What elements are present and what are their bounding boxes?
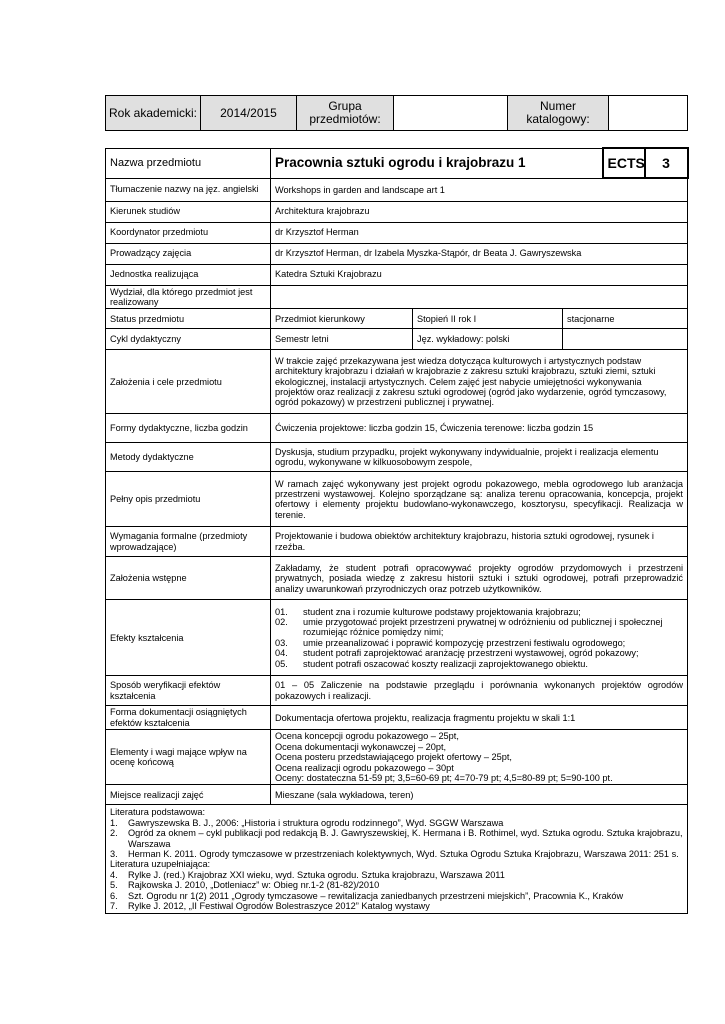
dokumentacja-value: Dokumentacja ofertowa projektu, realizacja fragmentu projektu w skali 1:1 bbox=[271, 706, 688, 730]
efekty-label: Efekty kształcenia bbox=[106, 600, 271, 676]
rok-value: 2014/2015 bbox=[201, 96, 297, 131]
literatura-item: 5. Rajkowska J. 2010, „Dotleniacz” w: Obieg nr.1-2 (81-82)/2010 bbox=[110, 880, 380, 891]
literatura-item: 2. Ogród za oknem – cykl publikacji pod redakcją B. J. Gawryszewskiej, K. Hermana i B. Rothimel, wyd. Sztuka ogrodu. Sztuka krajobrazu, Warszawa bbox=[110, 828, 683, 849]
jednostka-label: Jednostka realizująca bbox=[106, 264, 271, 285]
jednostka-value: Katedra Sztuki Krajobrazu bbox=[271, 264, 688, 285]
literatura-podst-label: Literatura podstawowa: bbox=[110, 807, 205, 818]
elementy-item: Ocena dokumentacji wykonawczej – 20pt, bbox=[275, 741, 447, 752]
prowadzacy-value: dr Krzysztof Herman, dr Izabela Myszka-Stąpór, dr Beata J. Gawryszewska bbox=[271, 243, 688, 264]
opis-value: W ramach zajęć wykonywany jest projekt ogrodu pokazowego, mebla ogrodowego lub aranżacja przestrzeni wystawowej. Kolejno sporządzane są: analiza terenu opracowania, koncepcja, projekt ofertowy i elementy projektu budowlano-wykonawczego, kosztorysu, specyfikacji. Realizacja w terenie. bbox=[271, 472, 688, 527]
zalozenia-cele-value: W trakcie zajęć przekazywana jest wiedza dotycząca kulturowych i artystycznych podstaw architektury krajobrazu i działań w krajobrazie z zakresu sztuki krajobrazu, sztuki ziemi, sztuki ekologicznej, instalacji artystycznych. Celem zajęć jest nabycie umiejętności wykonywania projektów oraz realizacji z zakresu sztuki ogrodowej (ogród jako wydarzenie, ogród tymczasowy, ogród pokazowy) w przestrzeni publicznej i prywatnej. bbox=[271, 350, 688, 414]
grupa-value bbox=[394, 96, 508, 131]
efekty-item: 05. student potrafi oszacować koszty realizacji zaprojektowanego obiektu. bbox=[275, 658, 588, 669]
translation-value: Workshops in garden and landscape art 1 bbox=[271, 178, 688, 201]
formy-label: Formy dydaktyczne, liczba godzin bbox=[106, 414, 271, 443]
elementy-item: Ocena posteru przedstawiającego projekt ofertowy – 25pt, bbox=[275, 752, 512, 763]
metody-label: Metody dydaktyczne bbox=[106, 443, 271, 472]
metody-value: Dyskusja, studium przypadku, projekt wykonywany indywidualnie, projekt i realizacja elementu ogrodu, wykonywane w kilkuosobowym zespole, bbox=[271, 443, 688, 472]
wydzial-value bbox=[271, 285, 688, 309]
literatura-uzup-label: Literatura uzupełniająca: bbox=[110, 859, 211, 870]
course-table bbox=[105, 147, 689, 914]
status-value: Przedmiot kierunkowy bbox=[271, 309, 413, 329]
literatura-item: 3. Herman K. 2011. Ogrody tymczasowe w przestrzeniach kolektywnych, Wyd. Sztuka Ogrodu Sztuka Krajobrazu, Warszawa 2011: 251 s. bbox=[110, 848, 679, 859]
wydzial-label: Wydział, dla którego przedmiot jest realizowany bbox=[106, 285, 271, 309]
cykl-label: Cykl dydaktyczny bbox=[106, 329, 271, 350]
elementy-item: Oceny: dostateczna 51-59 pt; 3,5=60-69 pt; 4=70-79 pt; 4,5=80-89 pt; 5=90-100 pt. bbox=[275, 772, 613, 783]
numer-label: Numer katalogowy: bbox=[508, 96, 609, 131]
name-label: Nazwa przedmiotu bbox=[106, 148, 271, 178]
cykl-value: Semestr letni bbox=[271, 329, 413, 350]
jezyk-value: Jęz. wykładowy: polski bbox=[413, 329, 563, 350]
tryb-value: stacjonarne bbox=[563, 309, 688, 329]
zalozenia-wst-label: Założenia wstępne bbox=[106, 557, 271, 600]
efekty-item: 01. student zna i rozumie kulturowe podstawy projektowania krajobrazu; bbox=[275, 606, 581, 617]
kierunek-label: Kierunek studiów bbox=[106, 201, 271, 222]
weryfikacja-label: Sposób weryfikacji efektów kształcenia bbox=[106, 676, 271, 706]
koordynator-label: Koordynator przedmiotu bbox=[106, 222, 271, 243]
weryfikacja-value: 01 – 05 Zaliczenie na podstawie przeglądu i porównania wykonanych projektów ogrodów pokazowych i realizacji. bbox=[271, 676, 688, 706]
efekty-item: 04. student potrafi zaprojektować aranżację przestrzeni wystawowej, ogród pokazowy; bbox=[275, 648, 639, 659]
literatura bbox=[106, 805, 688, 914]
kierunek-value: Architektura krajobrazu bbox=[271, 201, 688, 222]
literatura-item: 1. Gawryszewska B. J., 2006: „Historia i struktura ogrodu rodzinnego”, Wyd. SGGW Warszawa bbox=[110, 817, 504, 828]
numer-value bbox=[609, 96, 688, 131]
zalozenia-wst-value: Zakładamy, że student potrafi opracowywać projekty ogrodów przydomowych i przestrzeni prywatnych, posiada wiedzę z zakresu historii sztuki i sztuki ogrodowej, potrafi przeprowadzić analizy uwarunkowań przyrodniczych oraz potrzeb użytkowników. bbox=[271, 557, 688, 600]
ects-label: ECTS bbox=[603, 148, 645, 178]
koordynator-value: dr Krzysztof Herman bbox=[271, 222, 688, 243]
efekty-item: 03. umie przeanalizować i poprawić kompozycję przestrzeni festiwalu ogrodowego; bbox=[275, 637, 626, 648]
stopien-value: Stopień II rok I bbox=[413, 309, 563, 329]
miejsce-label: Miejsce realizacji zajęć bbox=[106, 785, 271, 805]
empty-cell bbox=[563, 329, 688, 350]
efekty-item: 02. umie przygotować projekt przestrzeni prywatnej w odróżnieniu od publicznej i społecznej rozumiejąc różnice pomiędzy nimi; bbox=[275, 617, 663, 638]
miejsce-value: Mieszane (sala wykładowa, teren) bbox=[271, 785, 688, 805]
literatura-item: 4. Rylke J. (red.) Krajobraz XXI wieku, wyd. Sztuka ogrodu. Sztuka krajobrazu, Warszawa 2011 bbox=[110, 869, 505, 880]
literatura-item: 6. Szt. Ogrodu nr 1(2) 2011 „Ogrody tymczasowe – rewitalizacja zaniedbanych przestrzeni miejskich”, Pracownia K., Kraków bbox=[110, 890, 624, 901]
dokumentacja-label: Forma dokumentacji osiągniętych efektów kształcenia bbox=[106, 706, 271, 730]
header-table bbox=[105, 95, 688, 131]
grupa-label: Grupa przedmiotów: bbox=[297, 96, 394, 131]
elementy-item: Ocena realizacji ogrodu pokazowego – 30pt bbox=[275, 762, 454, 773]
zalozenia-cele-label: Założenia i cele przedmiotu bbox=[106, 350, 271, 414]
course-name: Pracownia sztuki ogrodu i krajobrazu 1 bbox=[271, 148, 603, 178]
rok-label: Rok akademicki: bbox=[106, 96, 201, 131]
formy-value: Ćwiczenia projektowe: liczba godzin 15, Ćwiczenia terenowe: liczba godzin 15 bbox=[271, 414, 688, 443]
prowadzacy-label: Prowadzący zajęcia bbox=[106, 243, 271, 264]
efekty-list bbox=[271, 600, 688, 676]
elementy-list bbox=[271, 730, 688, 785]
translation-label: Tłumaczenie nazwy na jęz. angielski bbox=[106, 178, 271, 201]
elementy-label: Elementy i wagi mające wpływ na ocenę końcową bbox=[106, 730, 271, 785]
wymagania-label: Wymagania formalne (przedmioty wprowadzające) bbox=[106, 527, 271, 557]
wymagania-value: Projektowanie i budowa obiektów architektury krajobrazu, historia sztuki ogrodowej, rysunek i rzeźba. bbox=[271, 527, 688, 557]
elementy-item: Ocena koncepcji ogrodu pokazowego – 25pt, bbox=[275, 731, 459, 742]
opis-label: Pełny opis przedmiotu bbox=[106, 472, 271, 527]
literatura-item: 7. Rylke J. 2012, „II Festiwal Ogrodów Bolestraszyce 2012” Katalog wystawy bbox=[110, 901, 430, 911]
ects-value: 3 bbox=[645, 148, 688, 178]
status-label: Status przedmiotu bbox=[106, 309, 271, 329]
